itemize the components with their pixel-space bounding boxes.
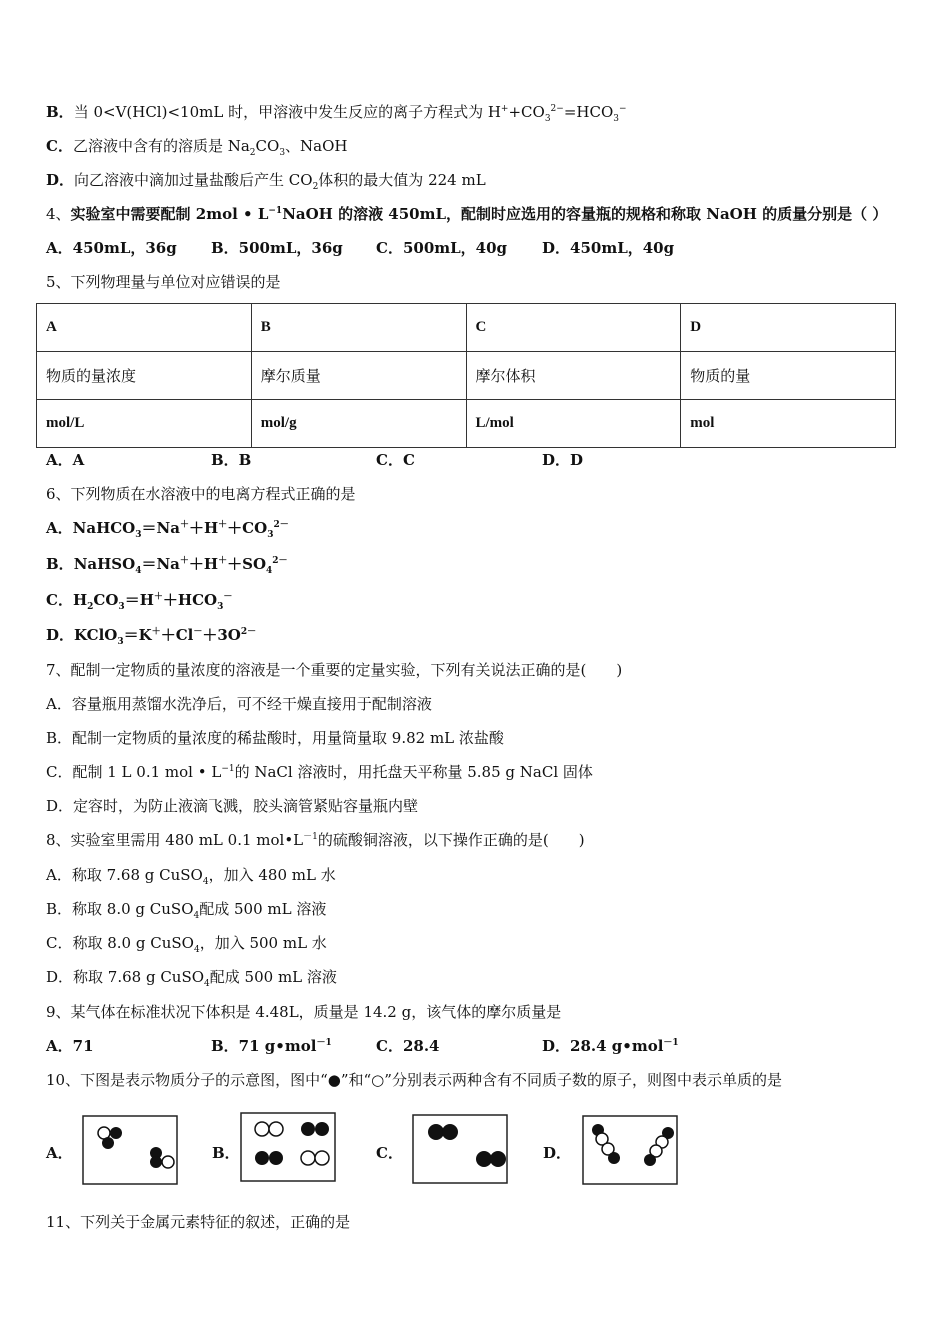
q3-option-b: B．当 0<V(HCl)<10mL 时，甲溶液中发生反应的离子方程式为 $H^++CO_3^{2-}=HCO_3^-$ (46, 103, 627, 124)
black-atom (102, 1137, 114, 1149)
black-atom (150, 1156, 162, 1168)
q7-option-b: B．配制一定物质的量浓度的稀盐酸时，用量筒量取 9.82 mL 浓盐酸 (46, 729, 504, 747)
q5-stem: 5、下列物理量与单位对应错误的是 (46, 273, 281, 291)
black-atom (110, 1127, 122, 1139)
q9-option-a: A．71 (46, 1037, 94, 1055)
black-atom (269, 1151, 283, 1165)
table-row (37, 304, 896, 352)
q10-label-a: A． (46, 1144, 73, 1162)
q9-option-b: B．71 g•mol$^{-1}$ (211, 1037, 332, 1055)
table-cell: mol/g (251, 400, 466, 448)
table-cell: mol/L (37, 400, 252, 448)
black-atom (442, 1124, 458, 1140)
white-atom (255, 1122, 269, 1136)
black-atom (608, 1152, 620, 1164)
table-cell: D (681, 304, 896, 352)
q10-label-c: C． (376, 1144, 403, 1162)
q3-option-c: C．乙溶液中含有的溶质是 $Na_2CO_3$、NaOH (46, 137, 348, 158)
q10-label-b: B． (212, 1144, 240, 1162)
q5-option-d: D．D (542, 451, 584, 469)
q5-option-b: B．B (211, 451, 252, 469)
black-atom (428, 1124, 444, 1140)
q8-option-a: A．称取 7.68 g CuSO$_4$，加入 480 mL 水 (46, 866, 336, 887)
q4-option-a: A．450mL，36g (46, 239, 177, 257)
q10-label-d: D． (543, 1144, 572, 1162)
q8-option-c: C．称取 8.0 g CuSO$_4$，加入 500 mL 水 (46, 934, 327, 955)
q6-option-a: A．$NaHCO_3=Na^++H^++CO_3^{2-}$ (46, 519, 289, 540)
white-atom (301, 1151, 315, 1165)
figure-frame (413, 1115, 507, 1183)
white-atom (315, 1151, 329, 1165)
white-atom (162, 1156, 174, 1168)
q7-stem: 7、配制一定物质的量浓度的溶液是一个重要的定量实验，下列有关说法正确的是( ) (46, 661, 623, 679)
black-atom (315, 1122, 329, 1136)
q4-option-c: C．500mL，40g (376, 239, 508, 257)
table-cell: 物质的量浓度 (37, 352, 252, 400)
q4-option-b: B．500mL，36g (211, 239, 343, 257)
figure-frame (83, 1116, 177, 1184)
q7-option-d: D．定容时，为防止液滴飞溅，胶头滴管紧贴容量瓶内壁 (46, 797, 419, 815)
q6-stem: 6、下列物质在水溶液中的电离方程式正确的是 (46, 485, 356, 503)
q8-stem: 8、实验室里需用 480 mL 0.1 $mol•L^{-1}$的硫酸铜溶液，以下操作正确的是( ) (46, 831, 585, 849)
black-atom (255, 1151, 269, 1165)
q6-option-b: B．$NaHSO_4=Na^++H^++SO_4^{2-}$ (46, 555, 288, 576)
q4-stem: 4、实验室中需要配制 2mol • $L^{-1}NaOH$ 的溶液 450mL，配制时应选用的容量瓶的规格和称取 NaOH 的质量分别是（ ） (46, 205, 888, 223)
q5-table (36, 303, 896, 448)
table-cell: 摩尔体积 (466, 352, 681, 400)
black-atom (490, 1151, 506, 1167)
table-cell: 摩尔质量 (251, 352, 466, 400)
white-atom (269, 1122, 283, 1136)
q4-option-d: D．450mL，40g (542, 239, 675, 257)
black-atom (476, 1151, 492, 1167)
q10-stem: 10、下图是表示物质分子的示意图，图中“●”和“○”分别表示两种含有不同质子数的原子，则图中表示单质的是 (46, 1071, 782, 1089)
q8-option-d: D．称取 7.68 g CuSO$_4$配成 500 mL 溶液 (46, 968, 337, 989)
table-cell: 物质的量 (681, 352, 896, 400)
q7-option-a: A．容量瓶用蒸馏水洗净后，可不经干燥直接用于配制溶液 (46, 695, 432, 713)
q3-option-d: D．向乙溶液中滴加过量盐酸后产生 $CO_2$体积的最大值为 224 mL (46, 171, 486, 192)
q10-figure-c (412, 1114, 508, 1184)
q10-figure-d (582, 1115, 678, 1185)
q7-option-c: C．配制 1 L 0.1 mol • $L^{-1}$的 NaCl 溶液时，用托盘天平称量 5.85 g NaCl 固体 (46, 763, 593, 781)
table-cell: L/mol (466, 400, 681, 448)
table-cell: mol (681, 400, 896, 448)
table-cell: B (251, 304, 466, 352)
black-atom (301, 1122, 315, 1136)
q5-option-c: C．C (376, 451, 415, 469)
q6-option-d: D．$KClO_3=K^++Cl^-+3O^{2-}$ (46, 626, 257, 647)
q11-stem: 11、下列关于金属元素特征的叙述，正确的是 (46, 1213, 351, 1231)
table-cell: C (466, 304, 681, 352)
q8-option-b: B．称取 8.0 g CuSO$_4$配成 500 mL 溶液 (46, 900, 327, 921)
q9-stem: 9、某气体在标准状况下体积是 4.48L，质量是 14.2 g，该气体的摩尔质量是 (46, 1003, 562, 1021)
q9-option-d: D．28.4 g•mol$^{-1}$ (542, 1037, 679, 1055)
q10-figure-b (240, 1112, 336, 1182)
q5-option-a: A．A (46, 451, 85, 469)
table-row (37, 400, 896, 448)
table-cell: A (37, 304, 252, 352)
q6-option-c: C．$H_2CO_3=H^++HCO_3^-$ (46, 591, 233, 612)
table-row (37, 352, 896, 400)
black-atom (644, 1154, 656, 1166)
q10-figure-a (82, 1115, 178, 1185)
q9-option-c: C．28.4 (376, 1037, 440, 1055)
